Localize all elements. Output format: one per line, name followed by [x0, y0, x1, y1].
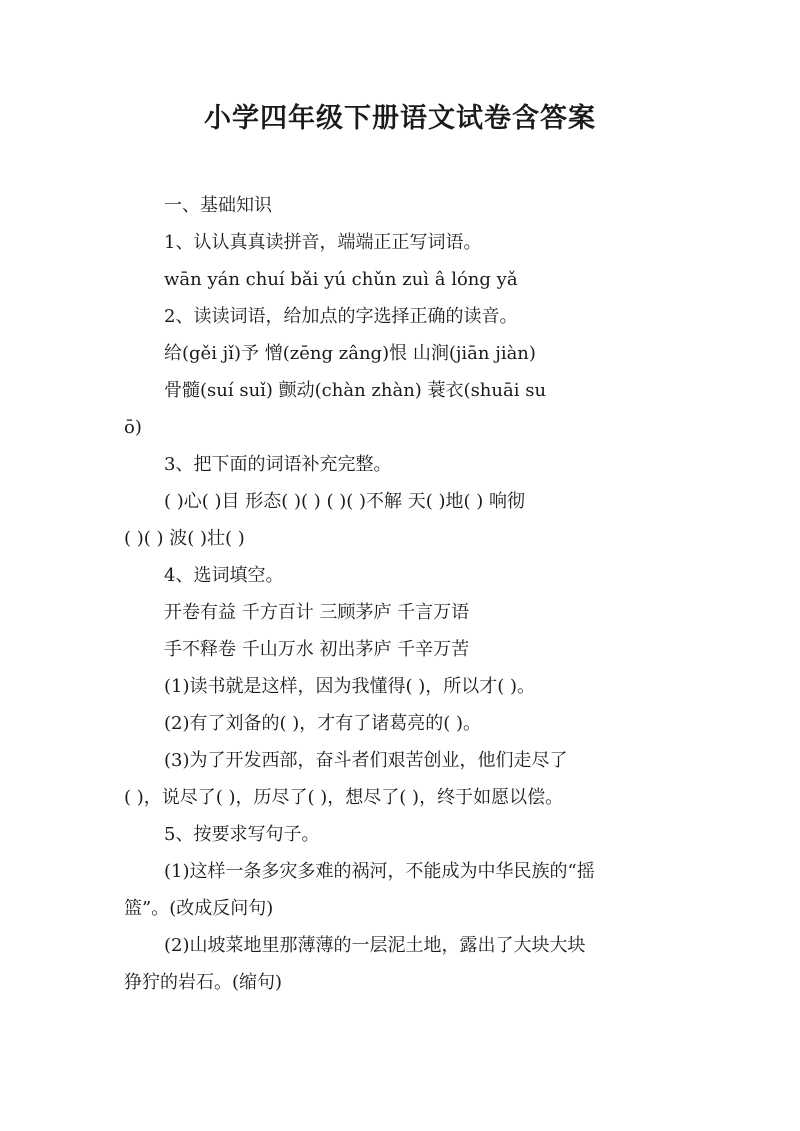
sentence-task-2-part-2: 狰狞的岩石。(缩句)	[124, 972, 283, 993]
sentence-task-1-part-1: (1)这样一条多灾多难的祸河，不能成为中华民族的“摇	[164, 861, 595, 882]
section-heading-basics: 一、基础知识	[164, 195, 272, 216]
fill-sentence-2: (2)有了刘备的( )，才有了诸葛亮的( )。	[164, 713, 482, 734]
sentence-task-1-part-2: 篮”。(改成反问句)	[124, 898, 274, 919]
pronunciation-line-3: ō)	[124, 417, 142, 438]
pronunciation-line-2: 骨髓(suí suǐ) 颤动(chàn zhàn) 蓑衣(shuāi su	[164, 380, 547, 401]
word-choices-line-2: 手不释卷 千山万水 初出茅庐 千辛万苦	[164, 639, 470, 660]
document-title: 小学四年级下册语文试卷含答案	[204, 103, 596, 134]
sentence-task-2-part-1: (2)山坡菜地里那薄薄的一层泥土地，露出了大块大块	[164, 935, 586, 956]
fill-sentence-3-part-2: ( )，说尽了( )，历尽了( )，想尽了( )，终于如愿以偿。	[124, 787, 564, 808]
question-3: 3、把下面的词语补充完整。	[164, 454, 392, 475]
fill-sentence-3-part-1: (3)为了开发西部，奋斗者们艰苦创业，他们走尽了	[164, 750, 568, 771]
pinyin-line: wān yán chuí bǎi yú chǔn zuì â lóng yǎ	[164, 269, 518, 290]
pronunciation-line-1: 给(gěi jǐ)予 憎(zēng zâng)恨 山涧(jiān jiàn)	[164, 343, 536, 364]
question-1: 1、认认真真读拼音，端端正正写词语。	[164, 232, 482, 253]
fill-sentence-1: (1)读书就是这样，因为我懂得( )，所以才( )。	[164, 676, 536, 697]
question-2: 2、读读词语，给加点的字选择正确的读音。	[164, 306, 518, 327]
word-choices-line-1: 开卷有益 千方百计 三顾茅庐 千言万语	[164, 602, 470, 623]
fill-words-line-2: ( )( ) 波( )壮( )	[124, 528, 245, 549]
fill-words-line-1: ( )心( )目 形态( )( ) ( )( )不解 天( )地( ) 响彻	[164, 491, 526, 512]
question-4: 4、选词填空。	[164, 565, 284, 586]
question-5: 5、按要求写句子。	[164, 824, 320, 845]
